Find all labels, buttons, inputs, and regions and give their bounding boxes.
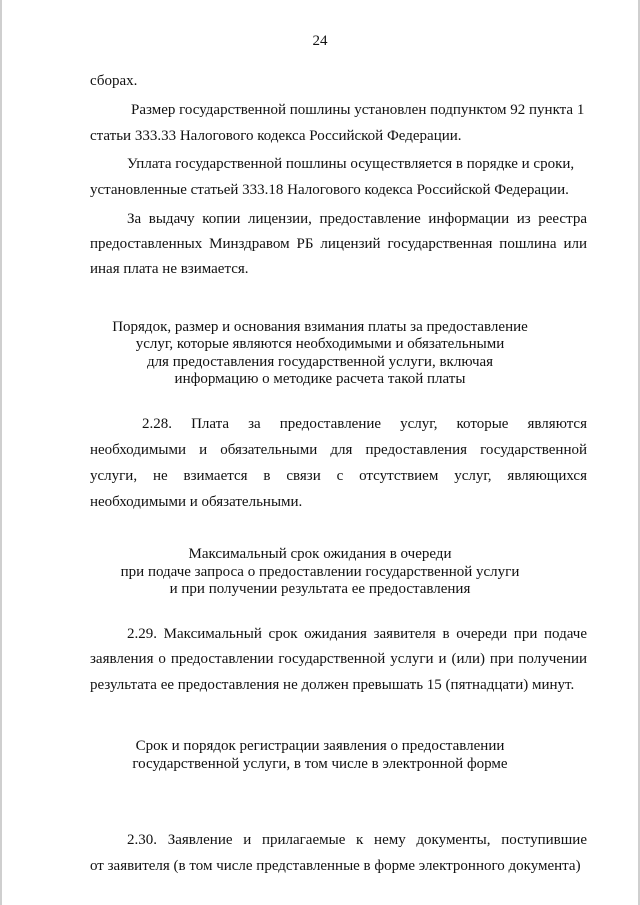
text-line: Уплата государственной пошлины осуществляется в порядке и сроки, — [127, 156, 575, 172]
text-line: предоставленных Минздравом РБ лицензий государственная пошлина или — [90, 236, 587, 252]
text-line: от заявителя (в том числе представленные в форме электронного документа) — [90, 858, 581, 874]
text-line: необходимыми и обязательными. — [90, 494, 303, 510]
text-line: Размер государственной пошлины установлен подпунктом 92 пункта 1 — [131, 102, 585, 118]
section-heading-line: услуг, которые являются необходимыми и обязательными — [135, 336, 505, 352]
text-line: результата ее предоставления не должен превышать 15 (пятнадцати) минут. — [90, 677, 575, 693]
section-heading-line: государственной услуги, в том числе в электронной форме — [132, 756, 508, 772]
text-line: За выдачу копии лицензии, предоставление информации из реестра — [127, 211, 587, 227]
section-heading-line: Срок и порядок регистрации заявления о предоставлении — [135, 738, 505, 754]
section-heading-line: при подаче запроса о предоставлении государственной услуги — [120, 564, 520, 580]
section-heading-line: Порядок, размер и основания взимания платы за предоставление — [112, 319, 528, 335]
text-line: необходимыми и обязательными для предоставления государственной — [90, 442, 587, 458]
text-line: 2.29. Максимальный срок ожидания заявителя в очереди при подаче — [127, 626, 587, 642]
section-heading-line: и при получении результата ее предоставления — [169, 581, 471, 597]
text-line: заявления о предоставлении государственной услуги и (или) при получении — [90, 651, 587, 667]
text-line: 2.30. Заявление и прилагаемые к нему документы, поступившие — [127, 832, 587, 848]
section-heading-line: Максимальный срок ожидания в очереди — [188, 546, 452, 562]
text-line: статьи 333.33 Налогового кодекса Российской Федерации. — [90, 128, 462, 144]
section-heading-line: для предоставления государственной услуги, включая — [146, 354, 494, 370]
text-line: 2.28. Плата за предоставление услуг, которые являются — [142, 416, 587, 432]
section-heading-line: информацию о методике расчета такой платы — [174, 371, 466, 387]
page-number: 24 — [312, 33, 328, 49]
text-line: иная плата не взимается. — [90, 261, 249, 277]
text-line: услуги, не взимается в связи с отсутствием услуг, являющихся — [90, 468, 587, 484]
text-line: сборах. — [90, 73, 138, 89]
text-line: установленные статьей 333.18 Налогового кодекса Российской Федерации. — [90, 182, 569, 198]
